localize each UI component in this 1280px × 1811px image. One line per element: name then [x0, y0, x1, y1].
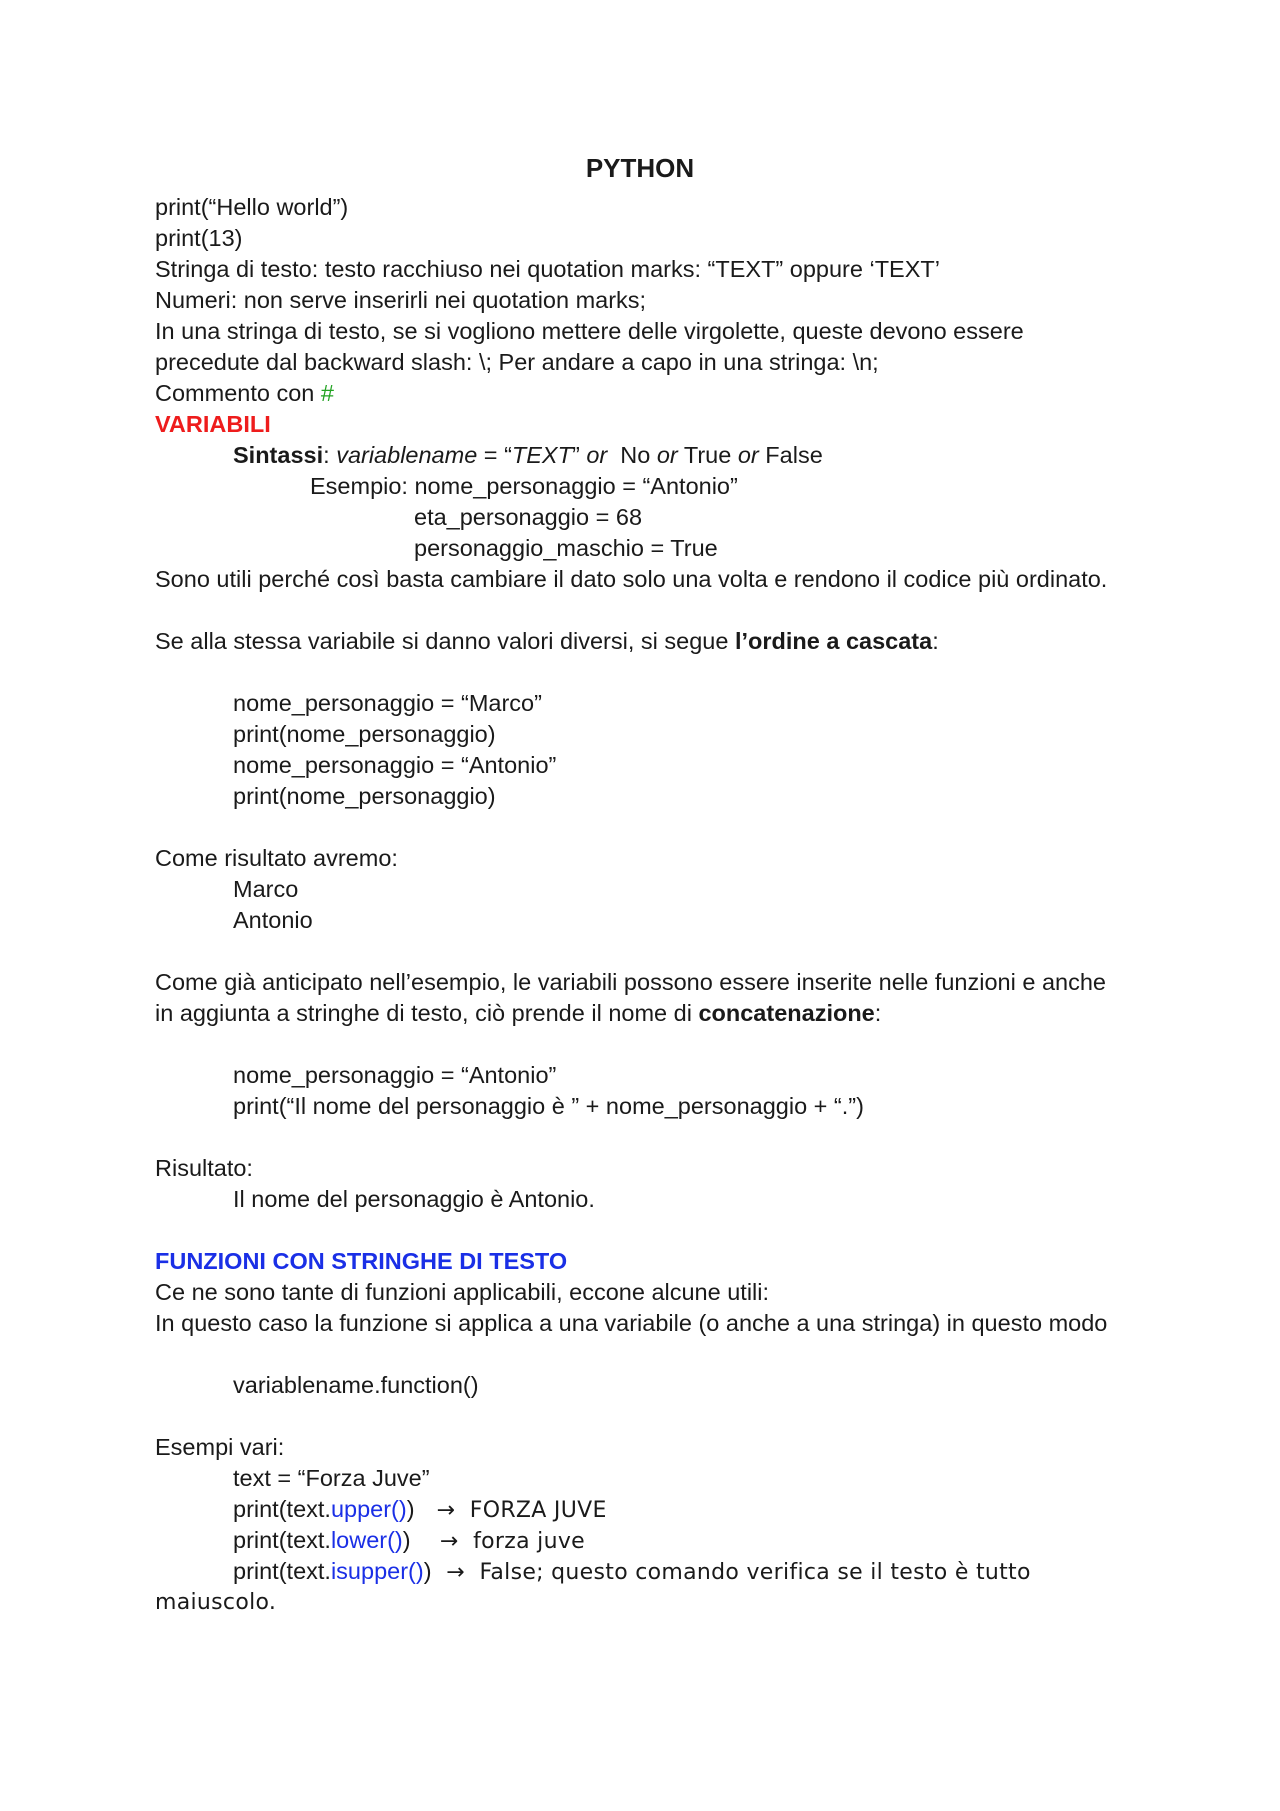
concat-bold: concatenazione: [698, 1000, 875, 1026]
result-isupper: False; questo comando verifica se il testo è tutto: [479, 1560, 1031, 1585]
esempi-label: Esempi vari:: [155, 1434, 285, 1460]
example-line: eta_personaggio = 68: [414, 504, 643, 530]
syntax-true: True: [677, 442, 738, 468]
arrow-icon: →: [436, 1498, 456, 1523]
code-line: nome_personaggio = “Antonio”: [233, 1062, 557, 1088]
arrow-icon: →: [446, 1560, 465, 1585]
code-line: text = “Forza Juve”: [233, 1465, 430, 1491]
method-upper: upper(): [330, 1496, 407, 1522]
section-heading-funzioni: FUNZIONI CON STRINGHE DI TESTO: [155, 1248, 568, 1274]
code-close: ): [402, 1527, 411, 1553]
example-isupper: [233, 1556, 1031, 1588]
intro-line: print(“Hello world”): [155, 194, 349, 220]
result-upper: FORZA JUVE: [469, 1498, 607, 1523]
example-line: personaggio_maschio = True: [414, 535, 718, 561]
concat-line: [155, 998, 881, 1029]
section-heading-variabili: VARIABILI: [155, 411, 271, 437]
cascade-line: [155, 626, 939, 657]
code-line: variablename.function(): [233, 1372, 479, 1398]
code-prefix: print(text.: [233, 1496, 331, 1522]
syntax-no: No: [607, 442, 657, 468]
result-lower: forza juve: [473, 1529, 585, 1554]
comment-line: [155, 378, 334, 409]
syntax-or: or: [656, 442, 678, 468]
comment-symbol: #: [320, 380, 334, 406]
syntax-quote: ”: [571, 442, 587, 468]
concat-end: :: [874, 1000, 882, 1026]
code-close: ): [423, 1558, 432, 1584]
syntax-text: TEXT: [511, 442, 572, 468]
example-line: Esempio: nome_personaggio = “Antonio”: [310, 473, 738, 499]
intro-line: print(13): [155, 225, 243, 251]
cascade-bold: l’ordine a cascata: [734, 628, 933, 654]
syntax-or: or: [586, 442, 608, 468]
paragraph-line: Sono utili perché così basta cambiare il dato solo una volta e rendono il codice più ordinato.: [155, 566, 1108, 592]
paragraph-line: Ce ne sono tante di funzioni applicabili, eccone alcune utili:: [155, 1279, 770, 1305]
syntax-line: [233, 440, 823, 471]
syntax-variable: variablename: [336, 442, 478, 468]
code-prefix: print(text.: [233, 1527, 331, 1553]
paragraph-line: Come già anticipato nell’esempio, le variabili possono essere inserite nelle funzioni e anche: [155, 969, 1106, 995]
example-upper: [233, 1494, 607, 1526]
risultato-value: Il nome del personaggio è Antonio.: [233, 1186, 595, 1212]
result-line: Antonio: [233, 907, 313, 933]
code-line: print(nome_personaggio): [233, 783, 496, 809]
method-isupper: isupper(): [330, 1558, 424, 1584]
syntax-colon: :: [323, 442, 337, 468]
code-close: ): [406, 1496, 415, 1522]
intro-line: Numeri: non serve inserirli nei quotation marks;: [155, 287, 647, 313]
code-line: nome_personaggio = “Marco”: [233, 690, 542, 716]
result-line: Marco: [233, 876, 299, 902]
cascade-end: :: [932, 628, 939, 654]
code-line: print(“Il nome del personaggio è ” + nome_personaggio + “.”): [233, 1093, 864, 1119]
comment-prefix: Commento con: [155, 380, 321, 406]
code-line: print(nome_personaggio): [233, 721, 496, 747]
syntax-or: or: [737, 442, 759, 468]
intro-line: precedute dal backward slash: \; Per andare a capo in una stringa: \n;: [155, 349, 879, 375]
syntax-eq: = “: [477, 442, 512, 468]
intro-line: In una stringa di testo, se si vogliono mettere delle virgolette, queste devono essere: [155, 318, 1024, 344]
arrow-icon: →: [439, 1529, 459, 1554]
method-lower: lower(): [330, 1527, 403, 1553]
syntax-false: False: [758, 442, 823, 468]
cascade-text: Se alla stessa variabile si danno valori diversi, si segue: [155, 628, 735, 654]
risultato-label: Risultato:: [155, 1155, 253, 1181]
result-continuation: maiuscolo.: [155, 1590, 277, 1615]
code-prefix: print(text.: [233, 1558, 331, 1584]
paragraph-line: In questo caso la funzione si applica a una variabile (o anche a una stringa) in questo modo: [155, 1310, 1108, 1336]
code-line: nome_personaggio = “Antonio”: [233, 752, 557, 778]
result-label: Come risultato avremo:: [155, 845, 398, 871]
syntax-label: Sintassi: [233, 442, 324, 468]
example-lower: [233, 1525, 585, 1557]
concat-text: in aggiunta a stringhe di testo, ciò prende il nome di: [155, 1000, 699, 1026]
intro-line: Stringa di testo: testo racchiuso nei quotation marks: “TEXT” oppure ‘TEXT’: [155, 256, 940, 282]
page-title: PYTHON: [585, 153, 695, 183]
